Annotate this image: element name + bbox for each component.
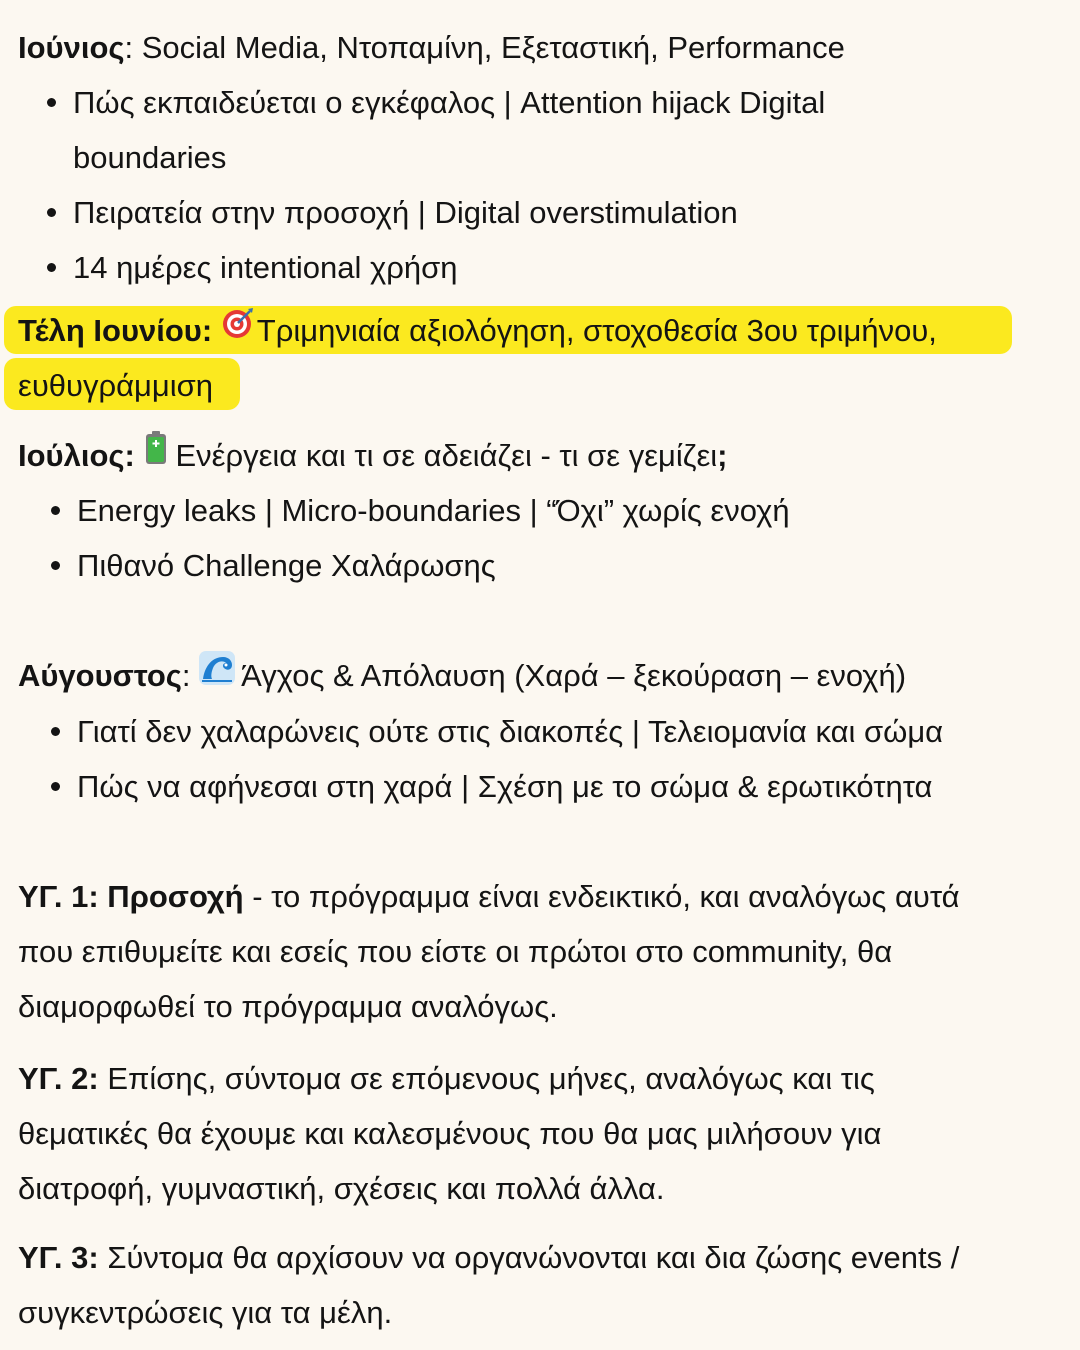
note-2: ΥΓ. 2: Επίσης, σύντομα σε επόμενους μήνες, αναλόγως και τις [18, 1061, 875, 1096]
note-3: ΥΓ. 3: Σύντομα θα αρχίσουν να οργανώνονται και δια ζώσης events / [18, 1240, 960, 1275]
target-icon [221, 302, 257, 357]
july-topic: Ενέργεια και τι σε αδειάζει - τι σε γεμίζει [175, 438, 718, 473]
note-1-line: που επιθυμείτε και εσείς που είστε οι πρώτοι στο community, θα [18, 934, 893, 969]
august-topic: Άγχος & Απόλαυση (Χαρά – ξεκούραση – ενοχή) [241, 658, 907, 693]
note-2-label: ΥΓ. 2: [18, 1061, 99, 1096]
wave-icon [199, 647, 241, 702]
note-2-line: διατροφή, γυμναστική, σχέσεις και πολλά άλλα. [18, 1171, 665, 1206]
bullet-dot [51, 561, 60, 570]
bullet-dot [51, 782, 60, 791]
list-item: Πώς να αφήνεσαι στη χαρά | Σχέση με το σώμα & ερωτικότητα [77, 759, 932, 814]
list-item-continuation: boundaries [73, 140, 227, 175]
june-month-label: Ιούνιος [18, 30, 125, 65]
note-1-line: διαμορφωθεί το πρόγραμμα αναλόγως. [18, 989, 558, 1024]
list-item: Energy leaks | Micro-boundaries | “Όχι” χωρίς ενοχή [77, 483, 790, 538]
july-heading: Ιούλιος: Ενέργεια και τι σε αδειάζει - τι σε γεμίζει; [18, 428, 728, 485]
june-topics: : Social Media, Ντοπαμίνη, Εξεταστική, Performance [124, 30, 845, 65]
august-month-label: Αύγουστος [18, 658, 182, 693]
list-item: Πειρατεία στην προσοχή | Digital overstimulation [73, 185, 738, 240]
bullet-dot [47, 263, 56, 272]
end-june-label: Τέλη Ιουνίου: [18, 313, 213, 348]
bullet-dot [47, 98, 56, 107]
note-1: ΥΓ. 1: Προσοχή - το πρόγραμμα είναι ενδεικτικό, και αναλόγως αυτά [18, 879, 960, 914]
june-heading [18, 20, 845, 75]
bullet-dot [51, 506, 60, 515]
august-heading: Αύγουστος: Άγχος & Απόλαυση (Χαρά – ξεκούραση – ενοχή) [18, 648, 906, 705]
list-item: Γιατί δεν χαλαρώνεις ούτε στις διακοπές | Τελειομανία και σώμα [77, 704, 943, 759]
end-june-text: Τριμηνιαία αξιολόγηση, στοχοθεσία 3ου τριμήνου, [256, 313, 937, 348]
battery-icon [143, 427, 175, 482]
bullet-dot [47, 208, 56, 217]
note-1-label: ΥΓ. 1: Προσοχή [18, 879, 244, 914]
list-item: Πιθανό Challenge Χαλάρωσης [77, 538, 496, 593]
note-3-line: συγκεντρώσεις για τα μέλη. [18, 1295, 393, 1330]
end-june-text-continued: ευθυγράμμιση [18, 368, 214, 403]
end-june-line [18, 303, 937, 360]
note-2-line: θεματικές θα έχουμε και καλεσμένους που θα μας μιλήσουν για [18, 1116, 882, 1151]
note-3-label: ΥΓ. 3: [18, 1240, 99, 1275]
bullet-dot [51, 727, 60, 736]
list-item: Πώς εκπαιδεύεται ο εγκέφαλος | Attention hijack Digital [73, 75, 825, 130]
july-month-label: Ιούλιος: [18, 438, 135, 473]
list-item: 14 ημέρες intentional χρήση [73, 240, 458, 295]
